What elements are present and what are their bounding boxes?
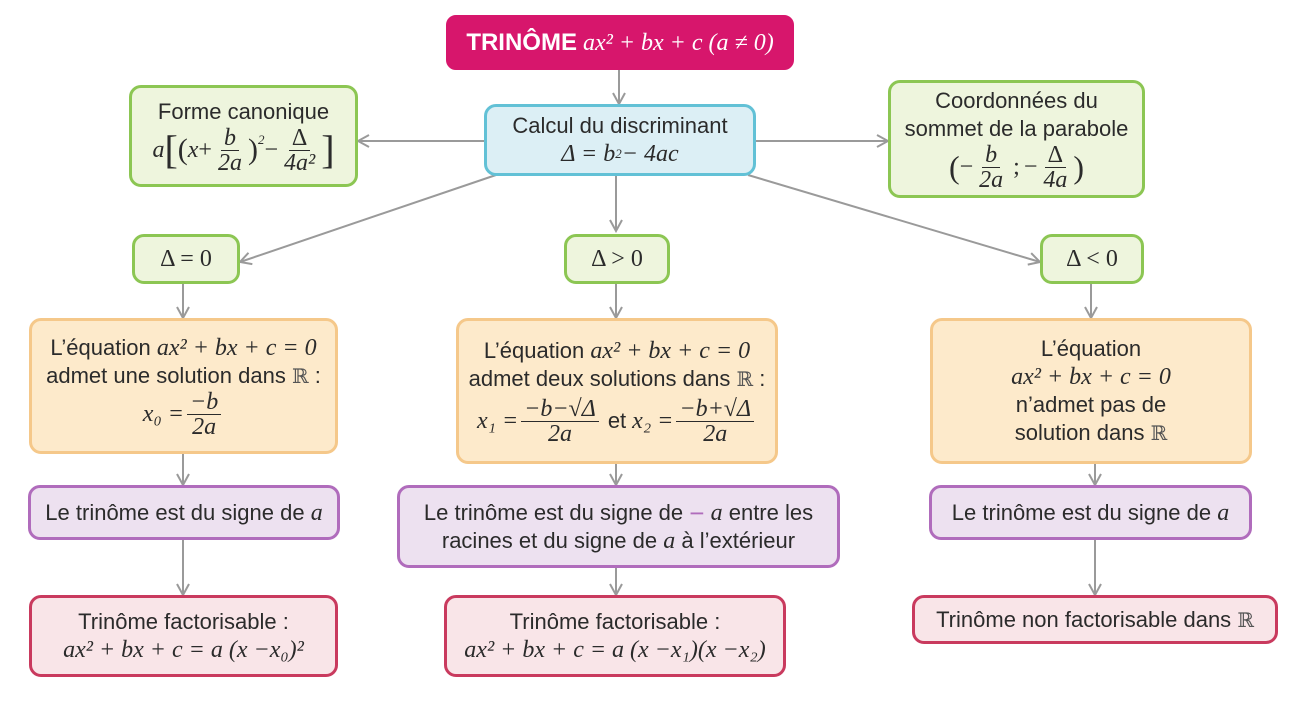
eq-zero-colon: :: [314, 362, 321, 388]
factor-zero-label: Trinôme factorisable :: [78, 609, 289, 634]
vertex-paren-close: ): [1073, 149, 1085, 185]
sign-pos-line2b: à l’extérieur: [681, 527, 796, 553]
discriminant-formula-lhs: Δ = b: [561, 141, 616, 167]
case-delta-negative-label: Δ < 0: [1066, 246, 1118, 272]
canonical-form-formula: [152, 126, 334, 175]
eq-pos-line2: admet deux solutions dans: [468, 365, 731, 391]
canonical-form-label: Forme canonique: [157, 98, 330, 124]
vertex-formula: [949, 143, 1084, 192]
vertex-paren-open: (: [948, 149, 960, 185]
sign-box-positive: [397, 485, 840, 568]
sign-box-negative: [929, 485, 1252, 540]
factor-neg-label: Trinôme non factorisable dans: [936, 606, 1232, 632]
discriminant-label: Calcul du discriminant: [512, 113, 728, 138]
factor-pos-label: Trinôme factorisable :: [509, 609, 721, 634]
case-delta-positive: [564, 234, 670, 284]
canonical-delta: Δ: [289, 126, 310, 151]
eq-pos-sol2-den: 2a: [703, 420, 728, 447]
eq-pos-sol1-den: 2a: [547, 420, 572, 447]
arrow-to-delta-zero: [240, 175, 496, 262]
sign-zero-text: Le trinôme est du signe de: [45, 499, 305, 525]
eq-pos-sol1-lhs: x₁ =: [476, 408, 519, 434]
factor-zero-formula: ax² + bx + c = a (x −x₀)²: [63, 637, 304, 663]
equation-box-negative: [930, 318, 1252, 464]
eq-zero-line2: admet une solution dans: [46, 362, 286, 388]
sign-box-zero: [28, 485, 340, 540]
eq-zero-sol-lhs: x₀ =: [142, 401, 184, 427]
sign-pos-line1b: entre les: [728, 499, 814, 525]
vertex-minus2: −: [1023, 154, 1038, 180]
discriminant-formula-rhs: − 4ac: [621, 141, 679, 167]
canonical-paren-close: ): [247, 133, 258, 166]
canonical-2a: 2a: [217, 149, 242, 176]
sign-pos-line1a: Le trinôme est du signe de: [423, 499, 684, 525]
eq-zero-sol-den: 2a: [192, 413, 217, 440]
case-delta-positive-label: Δ > 0: [591, 246, 643, 272]
title-box: [446, 15, 794, 70]
canonical-plus: +: [198, 137, 212, 163]
eq-zero-formula: ax² + bx + c = 0: [156, 334, 317, 361]
equation-box-positive: [456, 318, 778, 464]
factor-box-positive: [444, 595, 786, 677]
eq-neg-set: ℝ: [1150, 421, 1168, 445]
eq-pos-colon: :: [759, 365, 766, 391]
canonical-minus: −: [264, 137, 279, 163]
canonical-bracket-open: [: [164, 127, 178, 172]
canonical-bracket-close: ]: [321, 127, 335, 172]
canonical-a: a: [152, 137, 165, 163]
eq-pos-text: L’équation: [483, 337, 585, 363]
eq-zero-set: ℝ: [291, 363, 309, 388]
case-delta-negative: [1040, 234, 1144, 284]
case-delta-zero: [132, 234, 240, 284]
sign-pos-var: a: [710, 499, 723, 526]
sign-zero-var: a: [310, 499, 323, 526]
vertex-box: [888, 80, 1145, 198]
eq-pos-sol2-lhs: x₂ =: [632, 408, 674, 434]
vertex-delta: Δ: [1045, 143, 1066, 168]
vertex-line1: Coordonnées du: [935, 87, 1098, 113]
eq-zero-text: L’équation: [50, 334, 151, 360]
vertex-b: b: [982, 143, 1000, 168]
vertex-sep: ;: [1013, 154, 1020, 180]
eq-neg-formula: ax² + bx + c = 0: [1011, 364, 1171, 390]
sign-neg-var: a: [1217, 499, 1230, 526]
canonical-x: x: [187, 137, 199, 163]
factor-neg-set: ℝ: [1237, 607, 1254, 632]
vertex-4a: 4a: [1043, 166, 1068, 193]
canonical-exp: 2: [257, 131, 265, 147]
eq-neg-line4: solution dans: [1014, 420, 1145, 445]
factor-box-zero: [29, 595, 338, 677]
eq-pos-formula: ax² + bx + c = 0: [590, 337, 751, 364]
eq-pos-sol1-num: −b−√Δ: [521, 397, 599, 422]
eq-pos-and: et: [607, 408, 627, 433]
case-delta-zero-label: Δ = 0: [160, 246, 212, 272]
vertex-2a: 2a: [979, 166, 1004, 193]
title-label: TRINÔME: [466, 28, 577, 56]
discriminant-box: Calcul du discriminant Δ = b 2 − 4ac: [484, 104, 756, 176]
eq-pos-sol2-num: −b+√Δ: [676, 397, 754, 422]
vertex-minus1: −: [959, 154, 974, 180]
sign-neg-text: Le trinôme est du signe de: [951, 499, 1212, 525]
sign-pos-line2-var: a: [663, 527, 676, 554]
factor-box-negative: [912, 595, 1278, 644]
vertex-line2: sommet de la parabole: [904, 115, 1129, 141]
canonical-form-box: [129, 85, 358, 187]
canonical-4a2: 4a²: [284, 149, 316, 176]
eq-zero-sol-num: −b: [187, 390, 221, 415]
eq-neg-line3: n’admet pas de: [1015, 392, 1167, 417]
factor-pos-formula: ax² + bx + c = a (x −x₁)(x −x₂): [464, 637, 766, 663]
canonical-paren-open: (: [177, 133, 188, 166]
sign-pos-minus: −: [689, 497, 705, 528]
canonical-b: b: [221, 126, 239, 151]
eq-neg-text: L’équation: [1040, 336, 1142, 361]
eq-pos-set: ℝ: [736, 366, 754, 391]
title-formula: ax² + bx + c (a ≠ 0): [582, 29, 774, 56]
equation-box-zero: [29, 318, 338, 454]
sign-pos-line2a: racines et du signe de: [441, 527, 658, 553]
